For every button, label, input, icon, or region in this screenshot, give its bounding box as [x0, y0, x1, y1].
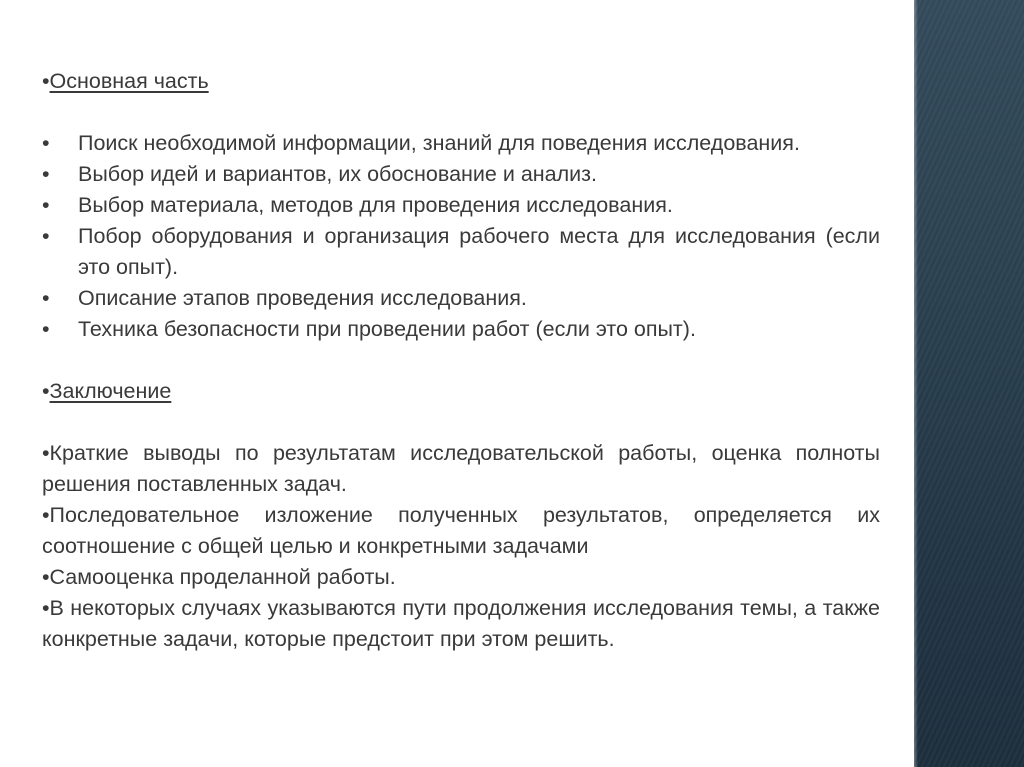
conclusion-section-heading-label: Заключение	[49, 379, 172, 403]
list-item-text: Выбор материала, методов для проведения исследования.	[78, 193, 673, 217]
list-item-text: В некоторых случаях указываются пути продолжения исследования темы, а также конкретные задачи, которые предстоит при этом решить.	[42, 596, 880, 651]
bullet-glyph: •	[42, 162, 50, 186]
bullet-glyph: •	[42, 286, 50, 310]
main-section-heading	[42, 66, 880, 97]
spacer	[42, 97, 880, 128]
list-item	[42, 283, 880, 314]
list-item-text: Краткие выводы по результатам исследовательской работы, оценка полноты решения поставленных задач.	[42, 441, 880, 496]
list-item	[42, 593, 880, 655]
bullet-glyph: •	[42, 503, 50, 527]
list-item-text: Техника безопасности при проведении работ (если это опыт).	[78, 317, 696, 341]
list-item-text: Поиск необходимой информации, знаний для поведения исследования.	[78, 131, 800, 155]
main-section-heading-label: Основная часть	[49, 69, 209, 93]
spacer	[42, 345, 880, 376]
list-item	[42, 128, 880, 159]
bullet-glyph: •	[42, 131, 50, 155]
bullet-glyph: •	[42, 596, 50, 620]
list-item-text: Самооценка проделанной работы.	[49, 565, 396, 589]
list-item-text: Последовательное изложение полученных результатов, определяется их соотношение с общей целью и конкретными задачами	[42, 503, 880, 558]
slide-content	[42, 66, 880, 655]
bullet-glyph: •	[42, 193, 50, 217]
bullet-glyph: •	[42, 317, 50, 341]
bullet-glyph: •	[42, 69, 50, 93]
decorative-side-panel	[914, 0, 1024, 767]
list-item	[42, 314, 880, 345]
bullet-glyph: •	[42, 224, 50, 248]
bullet-glyph: •	[42, 441, 50, 465]
main-section-list	[42, 128, 880, 345]
bullet-glyph: •	[42, 379, 50, 403]
list-item-text: Описание этапов проведения исследования.	[78, 286, 527, 310]
spacer	[42, 407, 880, 438]
conclusion-section-heading	[42, 376, 880, 407]
list-item	[42, 562, 880, 593]
list-item	[42, 438, 880, 500]
bullet-glyph: •	[42, 565, 50, 589]
list-item-text: Выбор идей и вариантов, их обоснование и анализ.	[78, 162, 597, 186]
list-item	[42, 500, 880, 562]
conclusion-section-list	[42, 438, 880, 655]
list-item-text: Побор оборудования и организация рабочего места для исследования (если это опыт).	[78, 224, 880, 279]
list-item	[42, 221, 880, 283]
list-item	[42, 159, 880, 190]
list-item	[42, 190, 880, 221]
